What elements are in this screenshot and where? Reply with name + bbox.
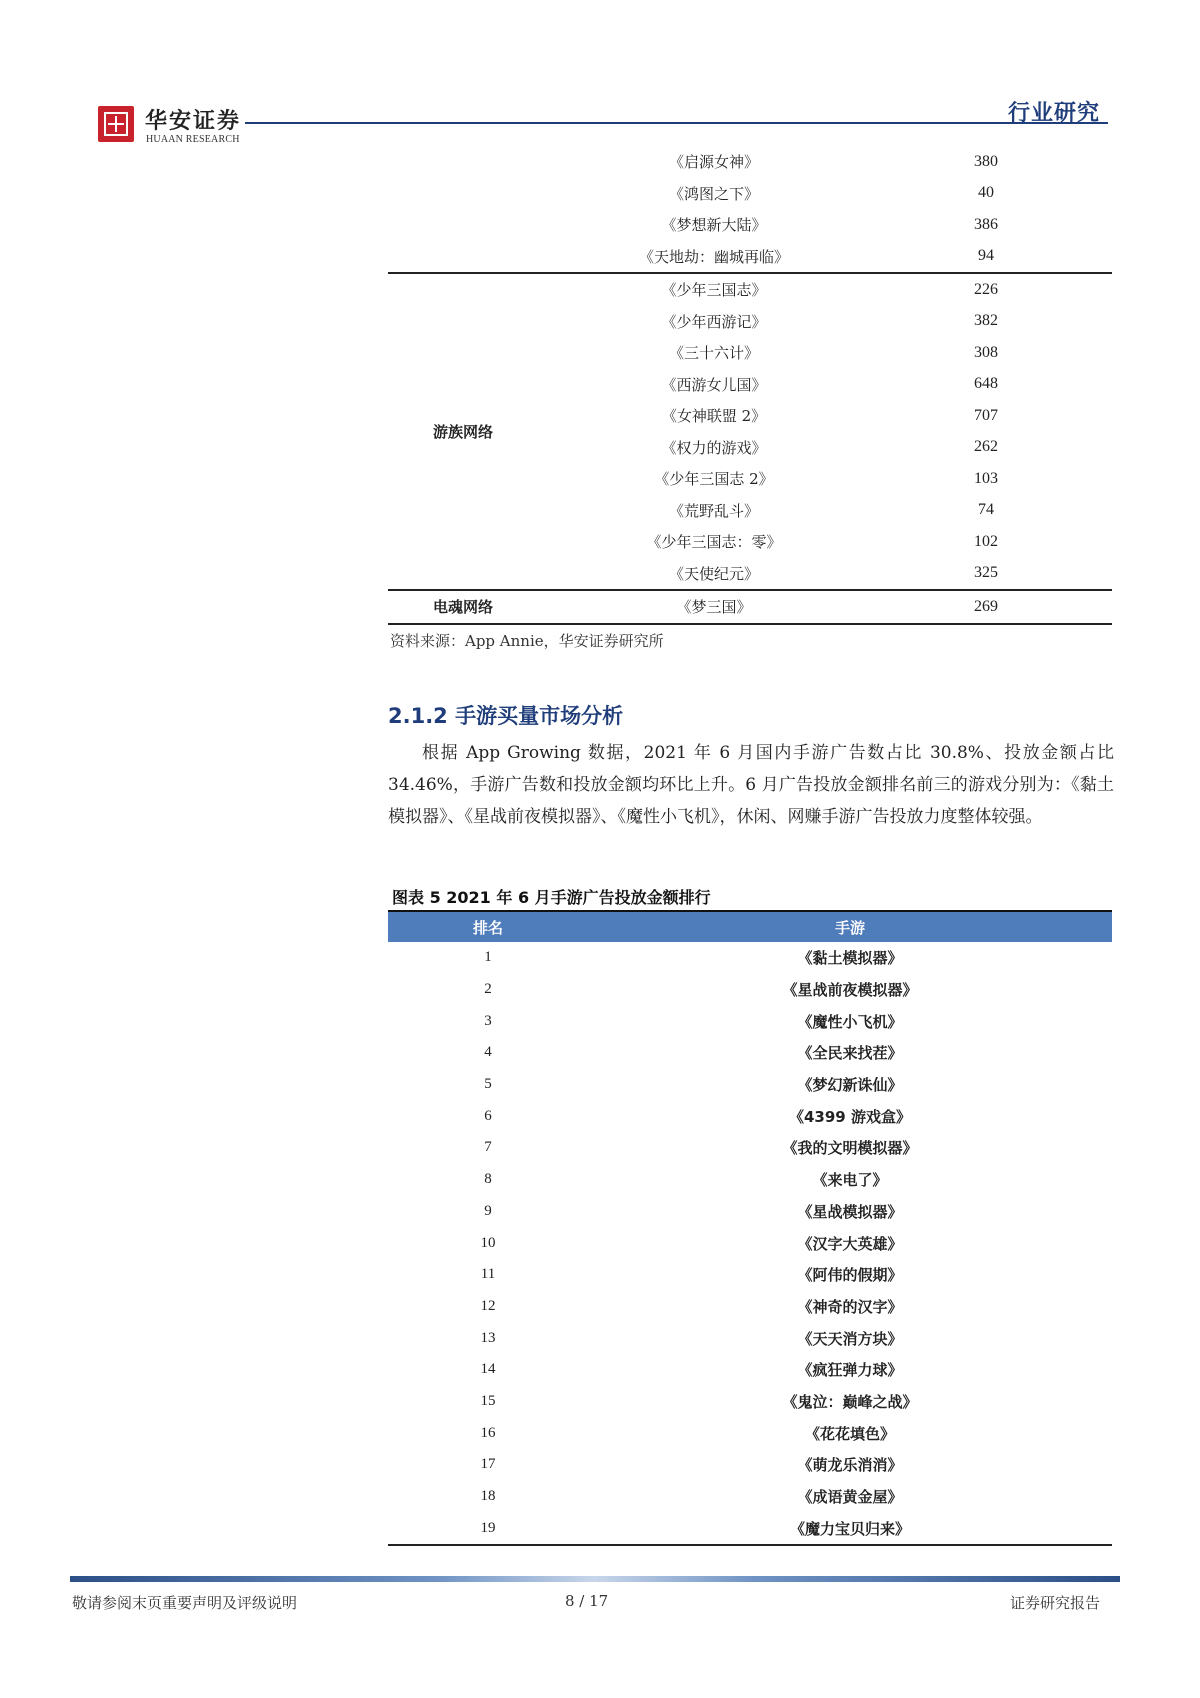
game-cell: 《疯狂弹力球》 <box>797 1361 903 1380</box>
game-value: 380 <box>974 152 998 170</box>
table-row <box>388 1005 1112 1037</box>
game-name: 《天地劫：幽城再临》 <box>638 247 789 266</box>
game-name: 《权力的游戏》 <box>661 438 767 457</box>
rank-cell: 15 <box>480 1392 496 1409</box>
game-value: 308 <box>974 343 998 361</box>
group-youzu <box>388 272 1112 589</box>
game-cell: 《4399 游戏盒》 <box>789 1107 911 1126</box>
header-divider <box>245 122 1108 124</box>
section-label: 行业研究 <box>1007 101 1100 126</box>
game-value: 648 <box>974 375 998 393</box>
rank-cell: 9 <box>484 1202 492 1219</box>
rank-cell: 2 <box>484 981 492 998</box>
game-name: 《荒野乱斗》 <box>668 501 759 520</box>
rank-cell: 17 <box>480 1456 496 1473</box>
rank-cell: 18 <box>480 1488 496 1505</box>
game-cell: 《阿伟的假期》 <box>797 1266 903 1285</box>
game-name: 《西游女儿国》 <box>661 375 767 394</box>
table-row <box>388 1386 1112 1418</box>
game-value: 325 <box>974 564 998 582</box>
table-row <box>388 1322 1112 1354</box>
table-row <box>388 974 1112 1006</box>
table-row <box>388 241 1112 273</box>
rank-cell: 12 <box>480 1297 496 1314</box>
rank-cell: 10 <box>480 1234 496 1251</box>
table-row <box>388 591 1112 623</box>
footer-disclaimer: 敬请参阅末页重要声明及评级说明 <box>72 1594 298 1612</box>
brand-logo-icon <box>98 106 134 142</box>
table-header <box>388 912 1112 942</box>
table-row <box>388 1100 1112 1132</box>
footer-doc-type: 证券研究报告 <box>1009 1594 1100 1612</box>
upper-table <box>388 146 1112 625</box>
company-name: 电魂网络 <box>432 598 493 617</box>
game-name: 《梦三国》 <box>676 598 752 617</box>
rank-cell: 4 <box>484 1044 492 1061</box>
table-row <box>388 1481 1112 1513</box>
game-cell: 《成语黄金屋》 <box>797 1488 903 1507</box>
table-row <box>388 1164 1112 1196</box>
table-row <box>388 1354 1112 1386</box>
rank-cell: 1 <box>484 949 492 966</box>
game-cell: 《星战模拟器》 <box>797 1202 903 1221</box>
game-cell: 《我的文明模拟器》 <box>782 1139 918 1158</box>
game-cell: 《梦幻新诛仙》 <box>797 1076 903 1095</box>
table-source-note: 资料来源：App Annie，华安证券研究所 <box>390 632 664 650</box>
game-value: 262 <box>974 438 998 456</box>
game-name: 《少年西游记》 <box>661 312 767 331</box>
rank-cell: 3 <box>484 1012 492 1029</box>
game-cell: 《魔力宝贝归来》 <box>789 1519 910 1538</box>
rank-cell: 13 <box>480 1329 496 1346</box>
brand-name-en: HUAAN RESEARCH <box>146 134 240 145</box>
rank-cell: 19 <box>480 1519 496 1536</box>
section-paragraph: 根据 App Growing 数据，2021 年 6 月国内手游广告数占比 30.8%、投放金额占比 34.46%，手游广告数和投放金额均环比上升。6 月广告投放金额排名前三的游戏分别为：《黏土模拟器》、《星战前夜模拟器》、《魔性小飞机》，休闲、网赚手游广告投放力度整体较强。 <box>388 743 1114 827</box>
game-name: 《启源女神》 <box>668 153 759 172</box>
section-heading: 2.1.2 手游买量市场分析 <box>388 704 624 728</box>
company-name: 游族网络 <box>432 423 493 441</box>
game-name: 《梦想新大陆》 <box>661 216 767 235</box>
column-header-rank: 排名 <box>472 918 503 937</box>
game-name: 《鸿图之下》 <box>668 184 759 203</box>
game-value: 40 <box>978 184 994 202</box>
table-row <box>388 209 1112 241</box>
game-cell: 《黏土模拟器》 <box>797 949 903 968</box>
brand-name-cn: 华安证券 <box>145 108 242 134</box>
table-row <box>388 178 1112 210</box>
game-name: 《天使纪元》 <box>668 564 759 583</box>
game-value: 102 <box>974 532 998 550</box>
game-value: 269 <box>974 597 998 615</box>
game-value: 103 <box>974 469 998 487</box>
game-cell: 《天天消方块》 <box>797 1329 903 1348</box>
game-cell: 《来电了》 <box>812 1171 888 1190</box>
game-name: 《三十六计》 <box>668 344 759 363</box>
rank-cell: 5 <box>484 1076 492 1093</box>
table-row <box>388 1227 1112 1259</box>
rank-cell: 14 <box>480 1361 496 1378</box>
group-dianhun <box>388 589 1112 625</box>
table-row <box>388 1291 1112 1323</box>
game-name: 《女神联盟 2》 <box>661 407 767 426</box>
game-cell: 《汉字大英雄》 <box>797 1234 903 1253</box>
table-row <box>388 1259 1112 1291</box>
rank-cell: 6 <box>484 1107 492 1124</box>
ranking-table <box>388 910 1112 1546</box>
table-row <box>388 146 1112 178</box>
game-cell: 《全民来找茬》 <box>797 1044 903 1063</box>
game-value: 94 <box>978 247 994 265</box>
game-cell: 《神奇的汉字》 <box>797 1297 903 1316</box>
page-number: 8 / 17 <box>565 1592 609 1610</box>
prev-group <box>388 146 1112 272</box>
game-cell: 《星战前夜模拟器》 <box>782 981 918 1000</box>
game-name: 《少年三国志：零》 <box>646 533 782 552</box>
column-header-game: 手游 <box>834 918 865 937</box>
table-row <box>388 1132 1112 1164</box>
figure-title: 图表 5 2021 年 6 月手游广告投放金额排行 <box>392 888 711 907</box>
table-row <box>388 1512 1112 1544</box>
rank-cell: 8 <box>484 1171 492 1188</box>
game-cell: 《花花填色》 <box>804 1424 895 1443</box>
game-name: 《少年三国志》 <box>661 281 767 300</box>
rank-cell: 16 <box>480 1424 496 1441</box>
game-value: 74 <box>978 501 994 519</box>
game-cell: 《鬼泣：巅峰之战》 <box>782 1392 918 1411</box>
game-value: 707 <box>974 406 998 424</box>
table-row <box>388 1196 1112 1228</box>
game-value: 382 <box>974 312 998 330</box>
table-row <box>388 1417 1112 1449</box>
table-row <box>388 1037 1112 1069</box>
footer-divider <box>70 1576 1120 1582</box>
game-value: 386 <box>974 215 998 233</box>
game-name: 《少年三国志 2》 <box>654 470 774 489</box>
game-cell: 《萌龙乐消消》 <box>797 1456 903 1475</box>
game-cell: 《魔性小飞机》 <box>797 1012 903 1031</box>
game-value: 226 <box>974 280 998 298</box>
table-row <box>388 942 1112 974</box>
rank-cell: 7 <box>484 1139 492 1156</box>
table-row <box>388 1449 1112 1481</box>
rank-cell: 11 <box>480 1266 496 1283</box>
table-row <box>388 1069 1112 1101</box>
